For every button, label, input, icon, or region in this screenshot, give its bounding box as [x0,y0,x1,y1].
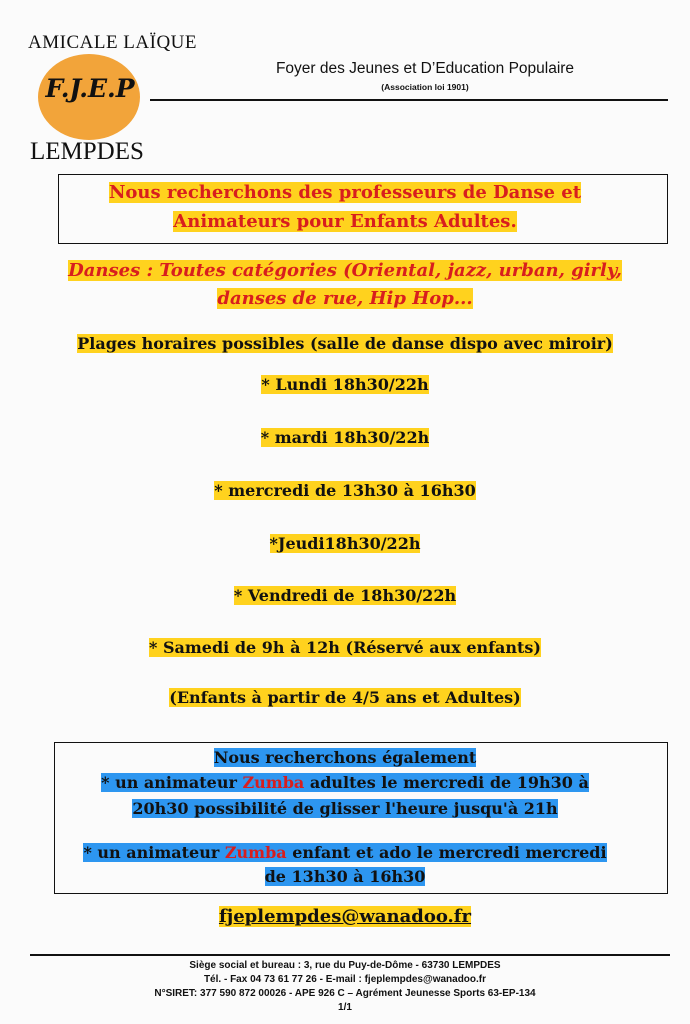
logo-text: F.J.E.P [45,74,135,103]
announcement-line-2 [0,211,690,232]
also-heading-text: Nous recherchons également [213,748,477,767]
dances-line-1 [0,260,690,281]
schedule-heading-text: Plages horaires possibles (salle de danse dispo avec miroir) [77,334,613,353]
logo-top-text: AMICALE LAÏQUE [28,32,198,53]
schedule-slot [0,428,690,447]
announcement-text-1: Nous recherchons des professeurs de Danse et [108,182,582,203]
schedule-slot [0,375,690,394]
zumba-kids-line-1 [0,843,690,862]
zumba-adult-text-1 [101,773,589,792]
zumba-kids-text-1 [83,843,606,862]
schedule-slot [0,586,690,605]
schedule-note-text: (Enfants à partir de 4/5 ans et Adultes) [169,688,521,707]
logo-bottom-text: LEMPDES [30,138,144,165]
zumba-adult-prefix: * un animateur [101,773,243,792]
schedule-heading [0,334,690,353]
zumba-adult-suffix: adultes le mercredi de 19h30 à [304,773,589,792]
dances-line-2 [0,288,690,309]
zumba-adult-keyword: Zumba [242,773,305,792]
organization-title: Foyer des Jeunes et D’Education Populaire [275,60,575,77]
schedule-slot-text: * mardi 18h30/22h [260,428,430,447]
zumba-adult-line-2 [0,799,690,818]
dances-text-2: danses de rue, Hip Hop... [217,288,473,309]
schedule-note [0,688,690,707]
schedule-slot-text: *Jeudi18h30/22h [269,534,421,553]
zumba-adult-line-1 [0,773,690,792]
zumba-kids-prefix: * un animateur [83,843,225,862]
schedule-slot [0,534,690,553]
dances-text-1: Danses : Toutes catégories (Oriental, jazz, urban, girly, [68,260,622,281]
schedule-slot [0,481,690,500]
schedule-slot-text: * mercredi de 13h30 à 16h30 [214,481,476,500]
schedule-slot-text: * Vendredi de 18h30/22h [233,586,457,605]
announcement-line-1 [0,182,690,203]
footer-phone-email: Tél. - Fax 04 73 61 77 26 - E-mail : fjeplempdes@wanadoo.fr [203,974,487,985]
schedule-slot-text: * Samedi de 9h à 12h (Réservé aux enfants) [149,638,541,657]
footer-siret: N°SIRET: 377 590 872 00026 - APE 926 C – Agrément Jeunesse Sports 63-EP-134 [154,988,536,999]
zumba-kids-keyword: Zumba [224,843,287,862]
zumba-adult-text-2: 20h30 possibilité de glisser l'heure jusqu'à 21h [132,799,558,818]
also-heading [0,748,690,767]
header-divider [150,99,668,101]
footer-address: Siège social et bureau : 3, rue du Puy-de-Dôme - 63730 LEMPDES [189,960,501,971]
organization-subtitle: (Association loi 1901) [381,82,469,92]
schedule-slot [0,638,690,657]
zumba-kids-suffix: enfant et ado le mercredi mercredi [286,843,607,862]
zumba-kids-text-2: de 13h30 à 16h30 [264,867,426,886]
page-number: 1/1 [338,1002,352,1013]
schedule-slot-text: * Lundi 18h30/22h [261,375,429,394]
contact-email-line [0,906,690,927]
zumba-kids-line-2 [0,867,690,886]
contact-email-link[interactable]: fjeplempdes@wanadoo.fr [218,906,472,927]
announcement-text-2: Animateurs pour Enfants Adultes. [173,211,517,232]
footer-divider [30,954,670,956]
